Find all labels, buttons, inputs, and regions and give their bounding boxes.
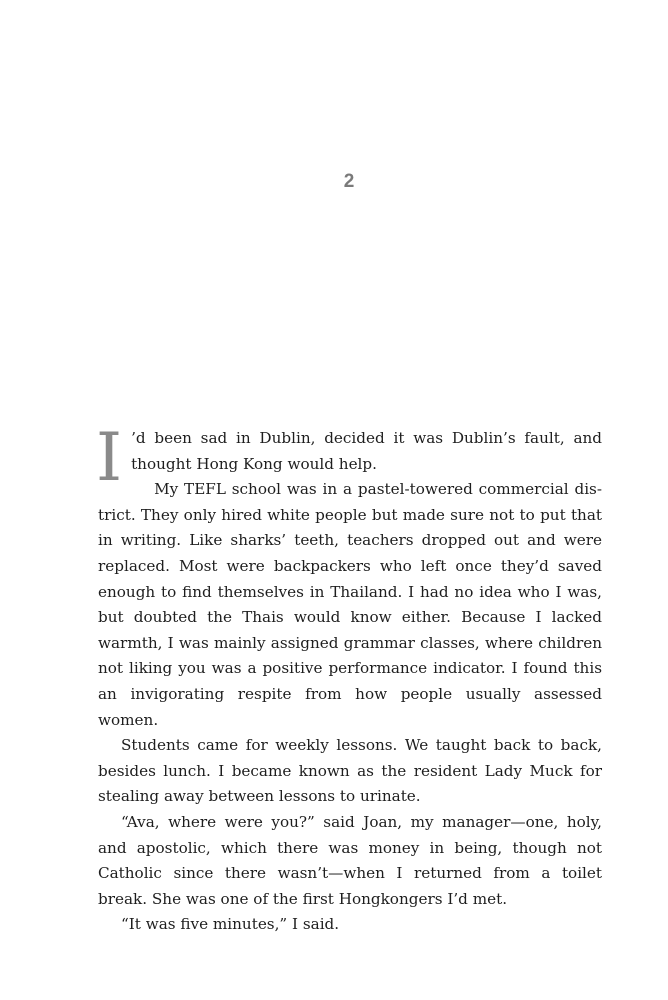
paragraph-1 bbox=[96, 419, 602, 496]
drop-cap: I bbox=[96, 419, 123, 496]
paragraph-5: “It was five minutes,” I said. bbox=[121, 915, 340, 934]
paragraph-4: “Ava, where were you?” said Joan, my manager—one, holy, and apostolic, which there was money in being, though not Catholic since there wasn’t—when I returned from a toilet break. She was one of the first Hongkongers I’d met. bbox=[98, 812, 602, 908]
paragraph-2: My TEFL school was in a pastel-towered commercial district. They only hired white people but made sure not to put that in writing. Like sharks’ teeth, teachers dropped out and were replaced. Most were backpackers who left once they’d saved enough to find themselves in Thailand. I had no idea who I was, but doubted the Thais would know either. Because I lacked warmth, I was mainly assigned grammar classes, where children not liking you was a positive performance indicator. I found this an invigorating respite from how people usually assessed women. bbox=[98, 480, 602, 729]
paragraph-1-text: ’d been sad in Dublin, decided it was Dublin’s fault, and thought Hong Kong would help. bbox=[131, 429, 602, 473]
chapter-body bbox=[96, 419, 602, 938]
chapter-number: 2 bbox=[343, 171, 355, 192]
paragraph-3: Students came for weekly lessons. We taught back to back, besides lunch. I became known as the resident Lady Muck for stealing away between lessons to urinate. bbox=[98, 736, 602, 806]
